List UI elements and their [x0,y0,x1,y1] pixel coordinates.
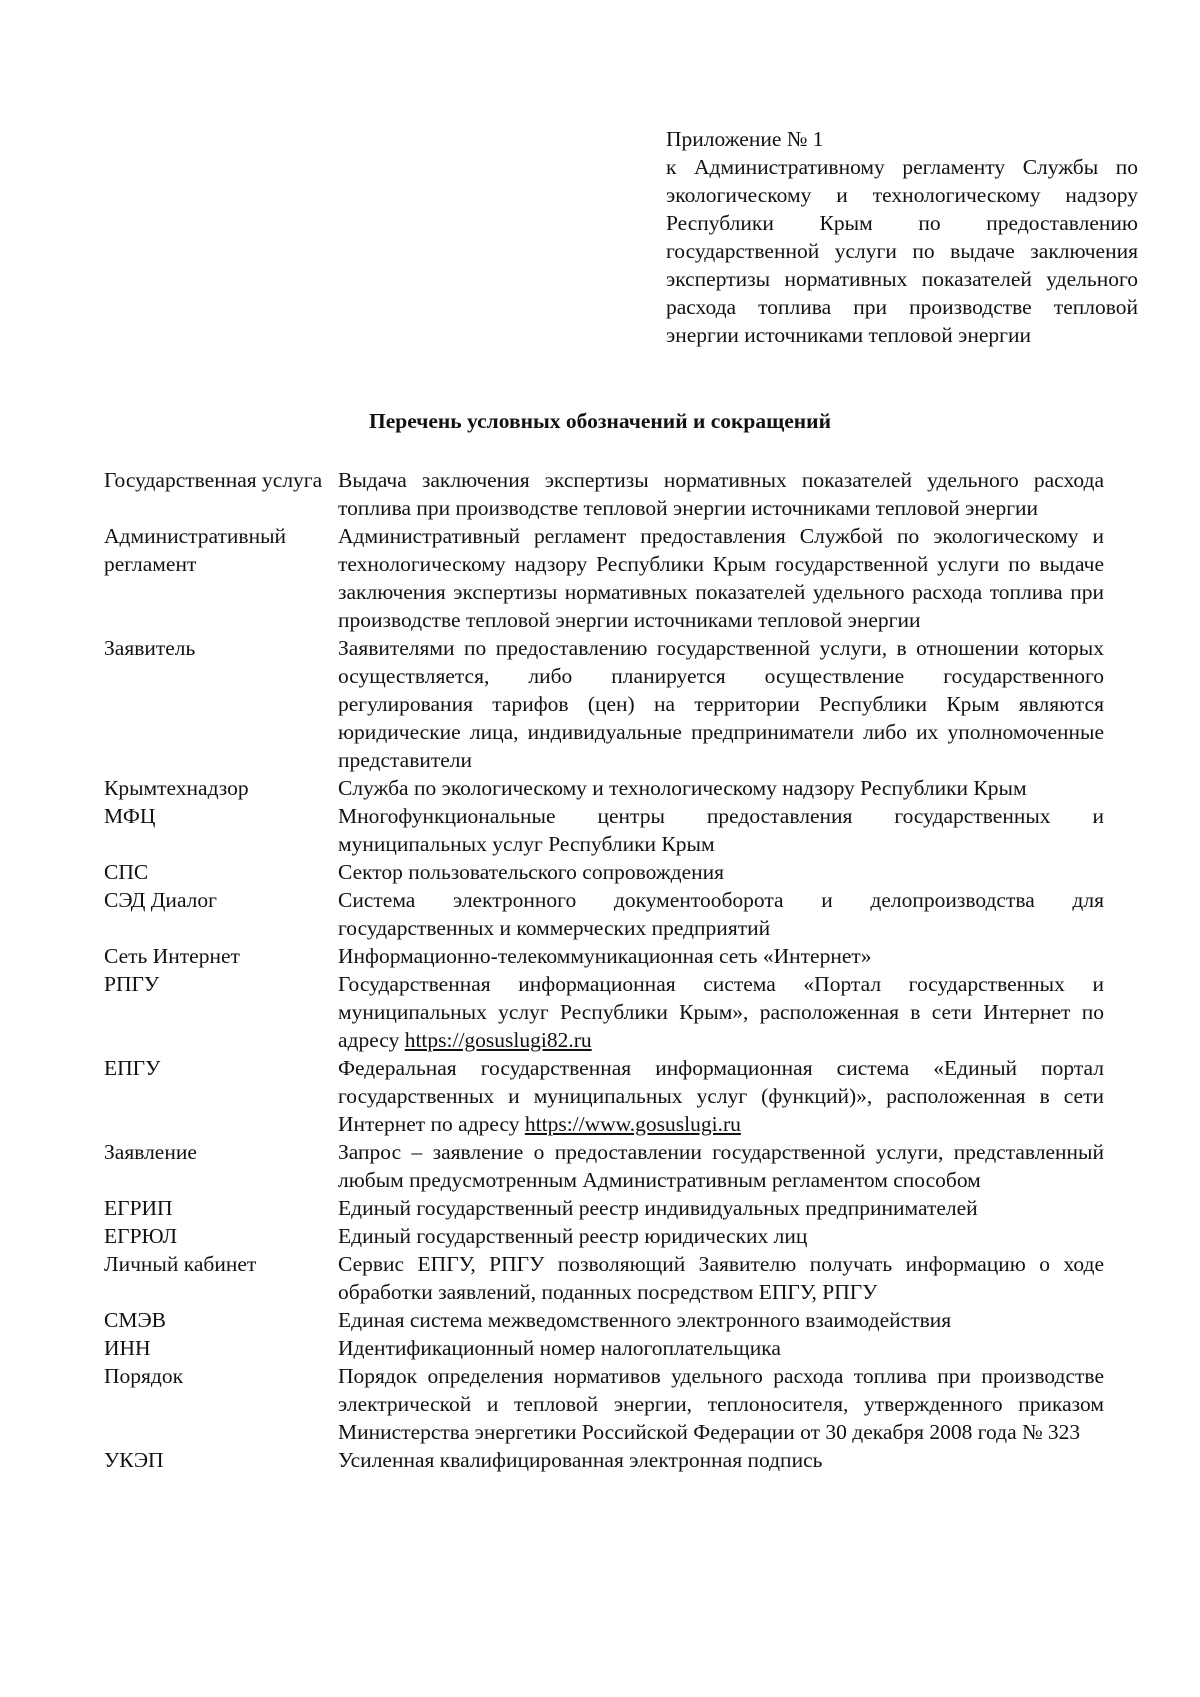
term-definition: Служба по экологическому и технологическому надзору Республики Крым [338,776,1027,800]
appendix-body: к Административному регламенту Службы по экологическому и технологическому надзору Республики Крым по предоставлению государственной услуги по выдаче заключения экспертизы нормативных показателей удельного расхода топлива при производстве тепловой энергии источниками тепловой энергии [666,155,1138,347]
term-name: СЭД Диалог [104,888,217,912]
term-definition: Запрос – заявление о предоставлении государственной услуги, представленный любым предусмотренным Административным регламентом способом [338,1140,1104,1192]
term-row-gosusluga [104,466,1104,522]
term-definition: Заявителями по предоставлению государственной услуги, в отношении которых осуществляется, либо планируется осуществление государственного регулирования тарифов (цен) на территории Республики Крым являются юридические лица, индивидуальные предприниматели либо их уполномоченные представители [338,636,1104,772]
term-row-zayavlenie [104,1138,1104,1194]
term-definition: Единый государственный реестр индивидуальных предпринимателей [338,1196,978,1220]
term-row-poryadok [104,1362,1104,1446]
appendix-header [666,125,1138,349]
term-row-epgu [104,1054,1104,1138]
term-row-rpgu [104,970,1104,1054]
term-row-smev [104,1306,1104,1334]
term-row-sps [104,858,1104,886]
term-definition [338,1054,1104,1138]
term-definition: Информационно-телекоммуникационная сеть «Интернет» [338,944,872,968]
term-name: ЕПГУ [104,1056,161,1080]
term-definition: Сервис ЕПГУ, РПГУ позволяющий Заявителю получать информацию о ходе обработки заявлений, поданных посредством ЕПГУ, РПГУ [338,1252,1104,1304]
term-name: СПС [104,860,149,884]
term-name: Заявитель [104,636,196,660]
term-definition: Сектор пользовательского сопровождения [338,860,725,884]
term-row-egryul [104,1222,1104,1250]
term-definition: Единая система межведомственного электронного взаимодействия [338,1308,952,1332]
term-name: УКЭП [104,1448,164,1472]
term-definition: Единый государственный реестр юридических лиц [338,1224,808,1248]
epgu-link[interactable]: https://www.gosuslugi.ru [524,1112,741,1136]
term-definition: Система электронного документооборота и делопроизводства для государственных и коммерческих предприятий [338,888,1104,940]
term-name: Порядок [104,1364,184,1388]
term-row-lichnyi-kabinet [104,1250,1104,1306]
term-name: Административный регламент [104,524,287,576]
appendix-title: Приложение № 1 [666,127,824,151]
term-definition [338,970,1104,1054]
term-name: ЕГРЮЛ [104,1224,178,1248]
terms-list [104,466,1104,1474]
term-definition-text: Федеральная государственная информационная система «Единый портал государственных и муниципальных услуг (функций)», расположенная в сети Интернет по адресу [338,1056,1104,1136]
term-row-sed-dialog [104,886,1104,942]
term-row-internet [104,942,1104,970]
term-definition: Административный регламент предоставления Службой по экологическому и технологическому надзору Республики Крым государственной услуги по выдаче заключения экспертизы нормативных показателей удельного расхода топлива при производстве тепловой энергии источниками тепловой энергии [338,524,1104,632]
term-row-zayavitel [104,634,1104,774]
term-name: ИНН [104,1336,151,1360]
term-definition: Усиленная квалифицированная электронная подпись [338,1448,823,1472]
term-name: Заявление [104,1140,197,1164]
term-name: Личный кабинет [104,1252,257,1276]
term-row-inn [104,1334,1104,1362]
term-name: ЕГРИП [104,1196,173,1220]
term-name: Крымтехнадзор [104,776,249,800]
term-name: СМЭВ [104,1308,166,1332]
term-definition: Выдача заключения экспертизы нормативных показателей удельного расхода топлива при производстве тепловой энергии источниками тепловой энергии [338,468,1104,520]
term-definition: Порядок определения нормативов удельного расхода топлива при производстве электрической и тепловой энергии, теплоносителя, утвержденного приказом Министерства энергетики Российской Федерации от 30 декабря 2008 года № 323 [338,1364,1104,1444]
term-row-mfc [104,802,1104,858]
term-row-reglament [104,522,1104,634]
term-name: Сеть Интернет [104,944,240,968]
rpgu-link[interactable]: https://gosuslugi82.ru [404,1028,592,1052]
term-name: РПГУ [104,972,160,996]
term-row-krymtekhnadzor [104,774,1104,802]
term-row-ukep [104,1446,1104,1474]
term-name: МФЦ [104,804,156,828]
term-definition-text: Государственная информационная система «Портал государственных и муниципальных услуг Республики Крым», расположенная в сети Интернет по адресу [338,972,1104,1052]
term-row-egrip [104,1194,1104,1222]
document-title: Перечень условных обозначений и сокращений [369,409,831,433]
term-definition: Многофункциональные центры предоставления государственных и муниципальных услуг Республики Крым [338,804,1104,856]
term-name: Государственная услуга [104,468,323,492]
term-definition: Идентификационный номер налогоплательщика [338,1336,781,1360]
